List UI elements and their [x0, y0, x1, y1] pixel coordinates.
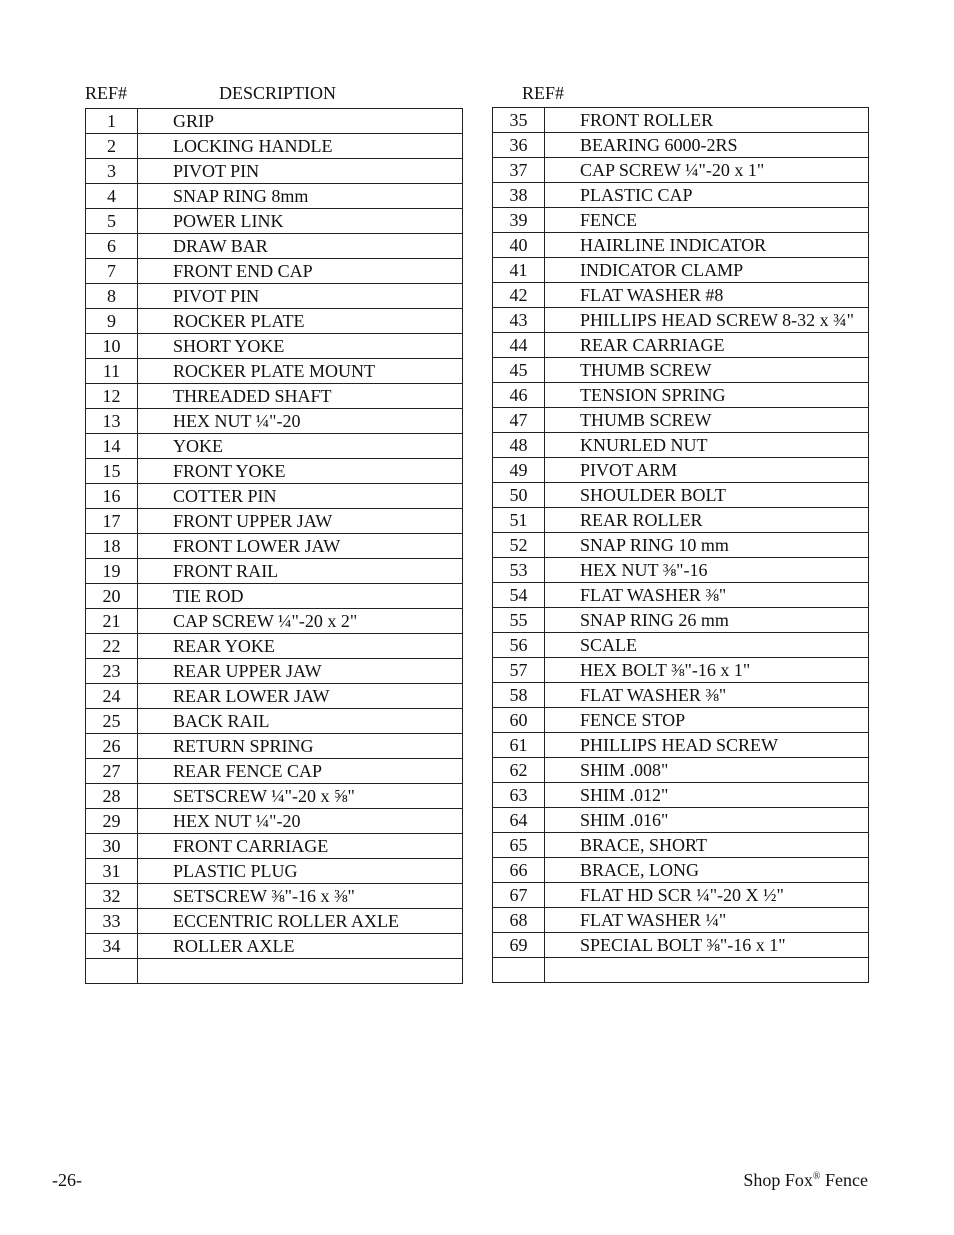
parts-row [493, 508, 869, 533]
part-description: HEX BOLT ⅜"-16 x 1" [545, 658, 869, 683]
part-description: ROCKER PLATE [138, 309, 463, 334]
parts-row [86, 759, 463, 784]
ref-number [493, 958, 545, 983]
ref-number: 56 [493, 633, 545, 658]
part-description: FLAT WASHER ⅜" [545, 683, 869, 708]
parts-row [493, 558, 869, 583]
parts-row [86, 809, 463, 834]
parts-row [86, 234, 463, 259]
parts-row [493, 333, 869, 358]
part-description: FRONT LOWER JAW [138, 534, 463, 559]
parts-row [86, 459, 463, 484]
ref-number: 62 [493, 758, 545, 783]
part-description: FLAT HD SCR ¼"-20 X ½" [545, 883, 869, 908]
part-description [138, 959, 463, 984]
parts-row [86, 184, 463, 209]
ref-number: 51 [493, 508, 545, 533]
ref-number: 28 [86, 784, 138, 809]
ref-number: 26 [86, 734, 138, 759]
ref-number: 8 [86, 284, 138, 309]
ref-number: 68 [493, 908, 545, 933]
parts-row [86, 334, 463, 359]
ref-number: 53 [493, 558, 545, 583]
ref-number: 52 [493, 533, 545, 558]
ref-number: 44 [493, 333, 545, 358]
parts-row [493, 408, 869, 433]
ref-number: 22 [86, 634, 138, 659]
parts-table-left [85, 108, 463, 984]
ref-number: 4 [86, 184, 138, 209]
ref-number: 58 [493, 683, 545, 708]
ref-number: 15 [86, 459, 138, 484]
part-description: YOKE [138, 434, 463, 459]
parts-row [86, 109, 463, 134]
left-ref-header: REF# [85, 83, 128, 103]
parts-row [86, 909, 463, 934]
ref-number: 2 [86, 134, 138, 159]
ref-number: 55 [493, 608, 545, 633]
ref-number: 69 [493, 933, 545, 958]
ref-number: 38 [493, 183, 545, 208]
part-description: SETSCREW ¼"-20 x ⅝" [138, 784, 463, 809]
part-description: THUMB SCREW [545, 358, 869, 383]
parts-row [493, 958, 869, 983]
part-description: HEX NUT ¼"-20 [138, 409, 463, 434]
parts-row [493, 358, 869, 383]
ref-number: 19 [86, 559, 138, 584]
registered-mark: ® [812, 1171, 821, 1182]
ref-number: 14 [86, 434, 138, 459]
parts-row [86, 484, 463, 509]
ref-number: 30 [86, 834, 138, 859]
ref-number: 10 [86, 334, 138, 359]
part-description: PLASTIC CAP [545, 183, 869, 208]
page-number: -26- [52, 1170, 82, 1190]
part-description: INDICATOR CLAMP [545, 258, 869, 283]
ref-number: 29 [86, 809, 138, 834]
ref-number: 13 [86, 409, 138, 434]
part-description: SNAP RING 10 mm [545, 533, 869, 558]
parts-row [86, 434, 463, 459]
parts-row [86, 834, 463, 859]
ref-number: 42 [493, 283, 545, 308]
parts-row [493, 833, 869, 858]
ref-number: 6 [86, 234, 138, 259]
part-description: ROLLER AXLE [138, 934, 463, 959]
right-ref-header: REF# [522, 83, 565, 103]
parts-row [493, 608, 869, 633]
ref-number: 54 [493, 583, 545, 608]
parts-row [493, 308, 869, 333]
part-description: TENSION SPRING [545, 383, 869, 408]
part-description: REAR YOKE [138, 634, 463, 659]
part-description [545, 958, 869, 983]
ref-number: 37 [493, 158, 545, 183]
part-description: SHIM .012" [545, 783, 869, 808]
ref-number: 39 [493, 208, 545, 233]
ref-number: 20 [86, 584, 138, 609]
part-description: KNURLED NUT [545, 433, 869, 458]
part-description: PHILLIPS HEAD SCREW 8-32 x ¾" [545, 308, 869, 333]
parts-row [493, 158, 869, 183]
parts-row [493, 733, 869, 758]
parts-row [86, 534, 463, 559]
part-description: DRAW BAR [138, 234, 463, 259]
parts-row [493, 483, 869, 508]
ref-number: 49 [493, 458, 545, 483]
part-description: THREADED SHAFT [138, 384, 463, 409]
parts-row [86, 359, 463, 384]
part-description: FRONT END CAP [138, 259, 463, 284]
part-description: HEX NUT ¼"-20 [138, 809, 463, 834]
parts-row [493, 908, 869, 933]
ref-number: 17 [86, 509, 138, 534]
ref-number: 66 [493, 858, 545, 883]
footer-title-brand: Shop Fox [743, 1170, 813, 1190]
part-description: BRACE, SHORT [545, 833, 869, 858]
parts-row [86, 384, 463, 409]
left-description-header: DESCRIPTION [219, 83, 337, 103]
footer-title-product: Fence [820, 1170, 868, 1190]
part-description: BRACE, LONG [545, 858, 869, 883]
ref-number: 57 [493, 658, 545, 683]
part-description: FLAT WASHER ⅜" [545, 583, 869, 608]
ref-number: 1 [86, 109, 138, 134]
part-description: SETSCREW ⅜"-16 x ⅜" [138, 884, 463, 909]
part-description: SNAP RING 26 mm [545, 608, 869, 633]
ref-number: 48 [493, 433, 545, 458]
part-description: REAR LOWER JAW [138, 684, 463, 709]
part-description: FENCE [545, 208, 869, 233]
ref-number: 23 [86, 659, 138, 684]
part-description: ROCKER PLATE MOUNT [138, 359, 463, 384]
parts-row [493, 133, 869, 158]
parts-row [86, 609, 463, 634]
parts-row [86, 859, 463, 884]
parts-row [86, 159, 463, 184]
ref-number: 45 [493, 358, 545, 383]
ref-number: 9 [86, 309, 138, 334]
part-description: LOCKING HANDLE [138, 134, 463, 159]
ref-number: 7 [86, 259, 138, 284]
part-description: HAIRLINE INDICATOR [545, 233, 869, 258]
parts-row [493, 808, 869, 833]
part-description: CAP SCREW ¼"-20 x 2" [138, 609, 463, 634]
parts-row [493, 708, 869, 733]
part-description: FLAT WASHER ¼" [545, 908, 869, 933]
ref-number: 24 [86, 684, 138, 709]
parts-row [493, 433, 869, 458]
ref-number: 21 [86, 609, 138, 634]
parts-table-right [492, 107, 869, 983]
part-description: FRONT CARRIAGE [138, 834, 463, 859]
ref-number [86, 959, 138, 984]
part-description: FRONT YOKE [138, 459, 463, 484]
parts-row [493, 183, 869, 208]
part-description: SPECIAL BOLT ⅜"-16 x 1" [545, 933, 869, 958]
part-description: PIVOT PIN [138, 284, 463, 309]
part-description: GRIP [138, 109, 463, 134]
parts-row [86, 634, 463, 659]
parts-row [493, 283, 869, 308]
part-description: SHORT YOKE [138, 334, 463, 359]
ref-number: 47 [493, 408, 545, 433]
part-description: PLASTIC PLUG [138, 859, 463, 884]
ref-number: 25 [86, 709, 138, 734]
part-description: PIVOT PIN [138, 159, 463, 184]
ref-number: 50 [493, 483, 545, 508]
parts-row [86, 709, 463, 734]
ref-number: 61 [493, 733, 545, 758]
parts-row [493, 583, 869, 608]
part-description: FRONT ROLLER [545, 108, 869, 133]
parts-row [493, 233, 869, 258]
ref-number: 63 [493, 783, 545, 808]
parts-row [493, 108, 869, 133]
parts-row [493, 658, 869, 683]
parts-row [86, 734, 463, 759]
ref-number: 12 [86, 384, 138, 409]
ref-number: 16 [86, 484, 138, 509]
part-description: REAR UPPER JAW [138, 659, 463, 684]
ref-number: 11 [86, 359, 138, 384]
part-description: SNAP RING 8mm [138, 184, 463, 209]
ref-number: 41 [493, 258, 545, 283]
footer-title [743, 1170, 868, 1191]
ref-number: 67 [493, 883, 545, 908]
parts-row [493, 208, 869, 233]
part-description: SHIM .008" [545, 758, 869, 783]
parts-row [86, 884, 463, 909]
parts-row [493, 933, 869, 958]
part-description: PIVOT ARM [545, 458, 869, 483]
parts-row [86, 959, 463, 984]
parts-row [493, 633, 869, 658]
parts-row [86, 509, 463, 534]
parts-row [493, 258, 869, 283]
part-description: RETURN SPRING [138, 734, 463, 759]
parts-row [493, 683, 869, 708]
part-description: REAR FENCE CAP [138, 759, 463, 784]
part-description: FRONT RAIL [138, 559, 463, 584]
parts-row [86, 209, 463, 234]
part-description: FRONT UPPER JAW [138, 509, 463, 534]
ref-number: 43 [493, 308, 545, 333]
parts-row [493, 883, 869, 908]
part-description: BEARING 6000-2RS [545, 133, 869, 158]
part-description: REAR ROLLER [545, 508, 869, 533]
part-description: ECCENTRIC ROLLER AXLE [138, 909, 463, 934]
ref-number: 60 [493, 708, 545, 733]
ref-number: 36 [493, 133, 545, 158]
ref-number: 27 [86, 759, 138, 784]
parts-row [86, 659, 463, 684]
parts-row [86, 559, 463, 584]
ref-number: 31 [86, 859, 138, 884]
part-description: CAP SCREW ¼"-20 x 1" [545, 158, 869, 183]
ref-number: 64 [493, 808, 545, 833]
parts-row [86, 584, 463, 609]
part-description: PHILLIPS HEAD SCREW [545, 733, 869, 758]
part-description: BACK RAIL [138, 709, 463, 734]
part-description: REAR CARRIAGE [545, 333, 869, 358]
part-description: FLAT WASHER #8 [545, 283, 869, 308]
parts-row [86, 684, 463, 709]
parts-row [493, 758, 869, 783]
parts-row [86, 309, 463, 334]
ref-number: 40 [493, 233, 545, 258]
ref-number: 46 [493, 383, 545, 408]
parts-row [493, 783, 869, 808]
part-description: THUMB SCREW [545, 408, 869, 433]
ref-number: 34 [86, 934, 138, 959]
part-description: FENCE STOP [545, 708, 869, 733]
ref-number: 5 [86, 209, 138, 234]
part-description: COTTER PIN [138, 484, 463, 509]
part-description: POWER LINK [138, 209, 463, 234]
ref-number: 32 [86, 884, 138, 909]
parts-row [493, 858, 869, 883]
ref-number: 33 [86, 909, 138, 934]
part-description: HEX NUT ⅜"-16 [545, 558, 869, 583]
ref-number: 65 [493, 833, 545, 858]
ref-number: 18 [86, 534, 138, 559]
parts-row [86, 409, 463, 434]
part-description: SHIM .016" [545, 808, 869, 833]
parts-row [493, 383, 869, 408]
parts-row [86, 284, 463, 309]
part-description: SCALE [545, 633, 869, 658]
ref-number: 35 [493, 108, 545, 133]
parts-row [86, 934, 463, 959]
part-description: SHOULDER BOLT [545, 483, 869, 508]
ref-number: 3 [86, 159, 138, 184]
parts-row [86, 784, 463, 809]
parts-row [493, 533, 869, 558]
parts-row [86, 134, 463, 159]
parts-row [493, 458, 869, 483]
part-description: TIE ROD [138, 584, 463, 609]
parts-row [86, 259, 463, 284]
